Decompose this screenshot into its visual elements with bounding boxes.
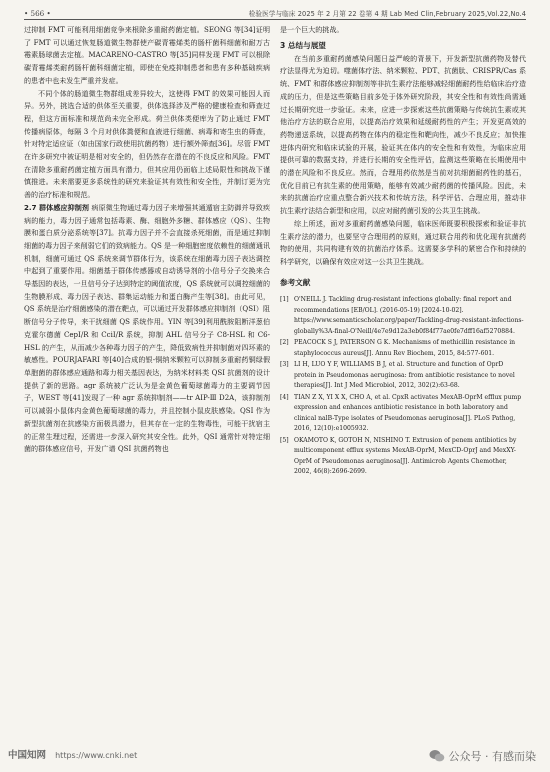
reference-item bbox=[280, 338, 526, 359]
wechat-watermark bbox=[429, 748, 537, 764]
reference-text: OKAMOTO K, GOTOH N, NISHINO T. Extrusion of penem antibiotics by multicomponent efflux systems MexAB-OprM, MexCD-OprJ and MexXY-OprM of Pseudomonas aeruginosa[J]. Antimicrob Agents Chemother, 2002, 46(8):2696-2699. bbox=[294, 436, 517, 476]
references-heading: 参考文献 bbox=[280, 277, 311, 287]
reference-text: O'NEILL J. Tackling drug-resistant infections globally: final report and recommendations [EB/OL]. (2016-05-19) [2024-10-02]. https://www.semanticscholar.org/paper/Tackling-drug-resistant-infections-globally%3A-final-O'Neill/4e7e9d12a3eb0f84f77ae0fe7dff16af5270884. bbox=[294, 296, 524, 335]
wechat-icon bbox=[429, 749, 445, 763]
reference-number: [1] bbox=[280, 296, 289, 304]
reference-number: [2] bbox=[280, 339, 289, 347]
reference-number: [4] bbox=[280, 393, 289, 401]
reference-number: [5] bbox=[280, 436, 289, 444]
left-column bbox=[24, 24, 270, 456]
reference-item bbox=[280, 360, 526, 392]
paragraph: 综上所述，面对多重耐药菌感染问题，临床医师既要积极探索和验证非抗生素疗法的潜力，也要坚守合理用药的原则，通过联合用药和优化现有抗菌药物的使用，共同构建有效的抗菌治疗体系。这需要多学科的紧密合作和持续的科学研究，以确保有效应对这一公共卫生挑战。 bbox=[280, 218, 526, 266]
section-title: 2.7 群体感应抑制剂 bbox=[24, 202, 90, 212]
wechat-account: 公众号 · 有感而染 bbox=[448, 750, 536, 763]
page-number: • 566 • bbox=[24, 8, 51, 18]
page-header bbox=[24, 8, 526, 18]
reference-text: TIAN Z X, YI X X, CHO A, et al. CpxR activates MexAB-OprM efflux pump expression and enhances antibiotic resistance in both laboratory and clinical nalB-Type isolates of Pseudomonas aeruginosa[J]. PLoS Pathog, 2016, 12(10):e1005932. bbox=[294, 393, 522, 433]
paragraph: 是一个巨大的挑战。 bbox=[280, 25, 344, 34]
cnki-url: https://www.cnki.net bbox=[55, 751, 138, 760]
right-column bbox=[280, 24, 526, 479]
cnki-watermark bbox=[8, 743, 137, 762]
reference-number: [3] bbox=[280, 361, 289, 369]
reference-item bbox=[280, 295, 526, 337]
reference-list bbox=[280, 295, 526, 478]
paragraph: 在当前多重耐药菌感染问题日益严峻的背景下，开发新型抗菌药物及替代疗法显得尤为迫切。噬菌体疗法、纳米颗粒、PDT、抗菌肽、CRISPR/Cas 系统、FMT 和群体感应抑制剂等非抗生素疗法能够减轻细菌耐药性给临床治疗造成的压力，但是这些策略目前多处于体外研究阶段，其安全性和有效性尚需通过长期研究进一步验证。未来，应进一步探索这些抗菌策略与传统抗生素或其他治疗方法的联合应用，以提高治疗效果和延缓耐药性的产生；开发更高效的药物递送系统，以提高药物在体内的稳定性和靶向性，减少不良反应；加快推进体内研究和临床试验的开展，验证其在体内的安全性和有效性，为临床应用提供可靠的数据支持，并进行长期的安全性评估，监测这些策略在长期使用中的潜在风险和不良反应。然而，合理用药依然是当前对抗细菌耐药性的基石，优化目前已有抗生素的使用策略，能够有效减少耐药菌的传播风险。因此，未来的抗菌治疗应重点整合新兴技术和传统方法，科学评估、合理应用，推动非抗生素疗法结合新型和应用，以应对耐药菌引发的公共卫生挑战。 bbox=[280, 53, 526, 216]
section-body: 病原微生物通过毒力因子来增强其通遁宿主防御并导致疾病的能力，毒力因子通常包括毒素、酶、细胞外多糖、群体感应（QS）、生物膜和蛋白质分泌系统等[37]。抗毒力因子并不会直接杀死细菌，而是通过抑制细菌的毒力因子来削弱它们的致病能力。QS 是一种细胞密度依赖性的细菌通讯机制，细菌可通过 QS 系统来调节群体行为，该系统在细菌毒力因子表达调控中起到了重要作用。细菌基于群体传感器或自动诱导剂的小信号分子交换来合导基因的表达，一旦信号分子达到特定的阈值浓度，QS 系统就可以调控细菌的生物膜形成、毒力因子表达、群集运动能力和蛋白酶产生等[38]。由此可见，QS 系统是治疗细菌感染的潜在靶点，可以通过开发群体感应抑制剂（QSI）阻断信号分子传导，来干扰细菌 QS 系统作用。YIN 等[39]利用酰胺阻断洋葱伯克霍尔德菌 CepI/R 和 CciI/R 系统，抑制 AHL 信号分子 C8-HSL 和 C6-HSL 的产生，从而减少各种毒力因子的产生，降低致病性并抑制菌对四环素的敏感性。POURJAFARI 等[40]合成的银-铜纳米颗粒可以抑制多重耐药铜绿假单胞菌的群体感应通路和毒力相关基因表达，为纳米材料类 QSI 抗菌剂的设计提供了新的思路。agr 系统被广泛认为是金黄色葡萄球菌毒力的主要调节因子，WEST 等[41]发现了一种 agr 系统抑制剂——tr AIP-Ⅲ D2A，该抑制剂可以减弱小鼠体内金黄色葡萄球菌的毒力，并且控制小鼠皮肤感染。QSI 作为新型抗菌剂在抗感染方面极具潜力，但其存在一定的生物毒性，可能干扰宿主的正常生理过程，还需进一步深入研究其安全性。此外，QSI 通常针对特定细菌的群体感应信号，开发广谱 QSI 抗菌药物也 bbox=[24, 202, 270, 454]
reference-text: PEACOCK S J, PATERSON G K. Mechanisms of methicillin resistance in staphylococcus aureus[J]. Annu Rev Biochem, 2015, 84:577-601. bbox=[294, 339, 516, 357]
header-rule bbox=[24, 19, 526, 20]
reference-item bbox=[280, 393, 526, 435]
reference-text: LI H, LUO Y F, WILLIAMS B J, et al. Structure and function of OprD protein in Pseudomonas aeruginosa: from antibiotic resistance to novel therapies[J]. Int J Med Microbiol, 2012, 302(2):63-68. bbox=[294, 361, 515, 390]
cnki-name: 中国知网 bbox=[8, 750, 47, 761]
paragraph: 过抑制 FMT 可能利用细菌竞争来根除多重耐药菌定植。SEONG 等[34]证明了 FMT 可以通过恢复肠道微生物群使产碳青霉烯类的肠杆菌科细菌和耐万古霉素肠球菌去定植。MACARENO-CASTRO 等[35]同样发现 FMT 可以根除碳青霉烯类耐药肠杆菌科细菌定植，即使在免疫抑制患者和患有多种基础疾病的患者中也未发生严重并发症。 bbox=[24, 25, 270, 85]
section-title: 3 总结与展望 bbox=[280, 40, 326, 50]
reference-item bbox=[280, 436, 526, 478]
paragraph: 不同个体的肠道微生物群组成差异较大，这使得 FMT 的效果可能因人而异。另外，挑选合适的供体至关重要，供体选择涉及严格的健康检查和筛查过程，但这方面标准和规范尚未完全形成。荷兰供体类便库为了防止通过 FMT 传播病原体，每隔 3 个月对供体粪便和血液进行细菌、病毒和寄生虫的筛查，针对特定适应证（如由国家行政使用抗菌药物）进行额外筛查[36]。尽管 FMT 在许多研究中被证明是相对安全的，但仍然存在潜在的不良反应和风险。FMT 在清除多重耐药菌定植方面具有潜力，但其应用仍面临上述局限性和挑战下谨慎推进。未来需要更多系统性的研究来验证其有效性和安全性，并制订更为完善的治疗标准和规范。 bbox=[24, 88, 270, 200]
journal-running-head: 检验医学与临床 2025 年 2 月第 22 卷第 4 期 Lab Med Clin,February 2025,Vol.22,No.4 bbox=[248, 10, 526, 18]
section-2-7 bbox=[24, 202, 270, 456]
